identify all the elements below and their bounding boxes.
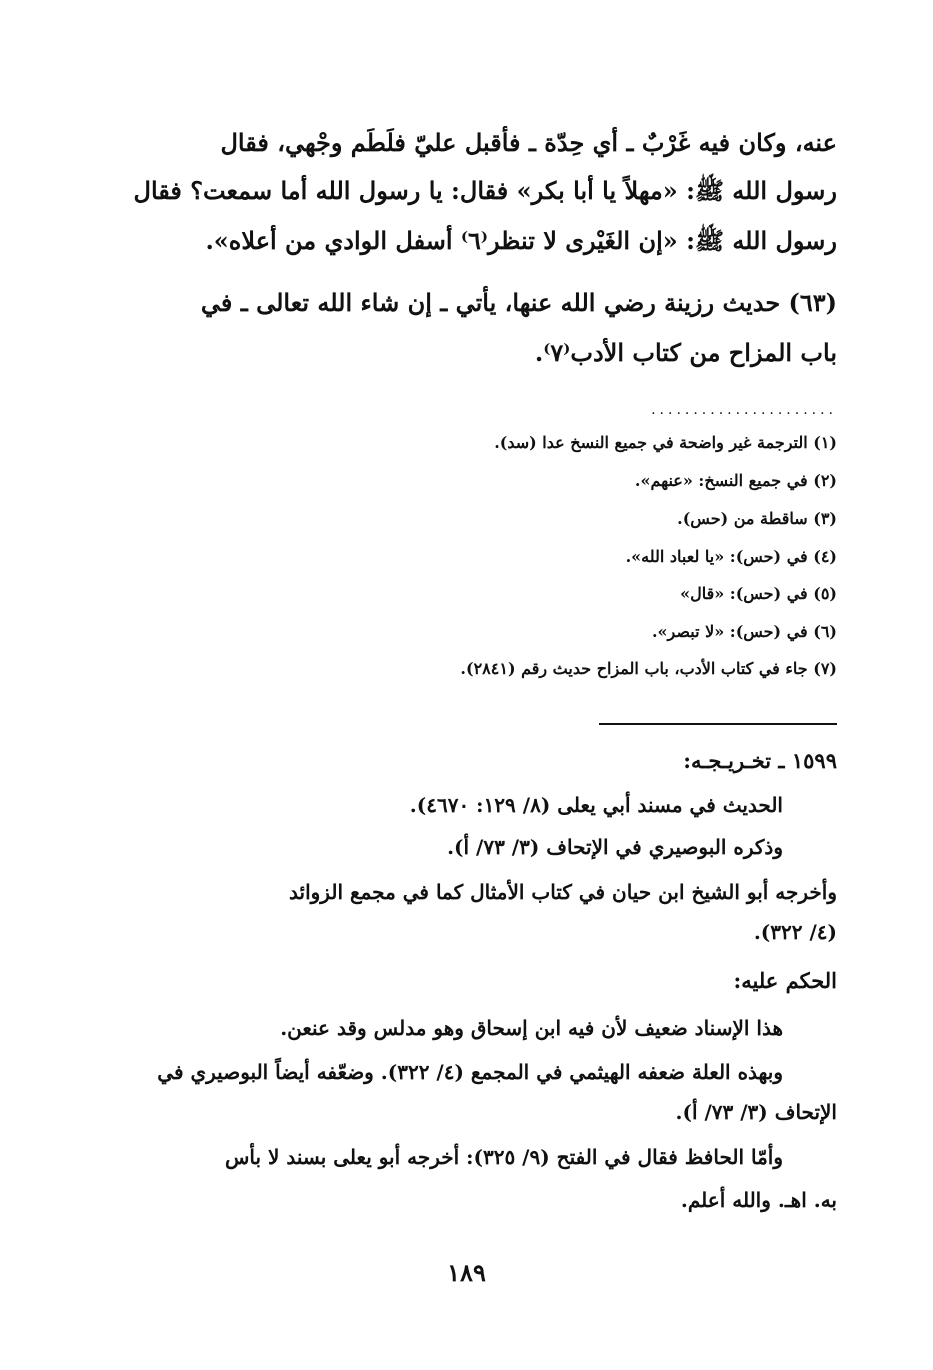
takhrij-heading: ١٥٩٩ ـ تخـريـجـه: bbox=[683, 748, 837, 773]
takhrij-line-2: وذكره البوصيري في الإتحاف (٣/ ٧٣/ أ). bbox=[447, 835, 783, 859]
footnote-3: (٣) ساقطة من (حس). bbox=[677, 509, 837, 528]
takhrij-line-3: وأخرجه أبو الشيخ ابن حيان في كتاب الأمثال كما في مجمع الزوائد bbox=[289, 880, 837, 904]
hukm-line-5: به. اهـ. والله أعلم. bbox=[680, 1188, 837, 1212]
main-text-line-2: رسول الله ﷺ: «مهلاً يا أبا بكر» فقال: يا رسول الله أما سمعت؟ فقال bbox=[133, 176, 837, 205]
hukm-line-2: وبهذه العلة ضعفه الهيثمي في المجمع (٤/ ٣٢٢). وضعّفه أيضاً البوصيري في bbox=[157, 1060, 783, 1084]
footnote-separator: ...................... bbox=[651, 402, 837, 418]
footnote-4: (٤) في (حس): «يا لعباد الله». bbox=[625, 547, 837, 566]
hukm-heading: الحكم عليه: bbox=[733, 968, 837, 993]
hukm-line-1: هذا الإسناد ضعيف لأن فيه ابن إسحاق وهو مدلس وقد عنعن. bbox=[280, 1016, 783, 1040]
takhrij-line-1: الحديث في مسند أبي يعلى (٨/ ١٢٩: ٤٦٧٠). bbox=[409, 793, 783, 817]
page-number: ١٨٩ bbox=[447, 1258, 486, 1287]
footnote-1: (١) الترجمة غير واضحة في جميع النسخ عدا (سد). bbox=[494, 433, 837, 452]
main-text-line-4: (٦٣) حديث رزينة رضي الله عنها، يأتي ـ إن شاء الله تعالى ـ في bbox=[200, 288, 837, 317]
main-text-line-5: باب المزاح من كتاب الأدب⁽٧⁾. bbox=[534, 338, 837, 367]
footnote-5: (٥) في (حس): «قال» bbox=[680, 584, 837, 603]
footnote-2: (٢) في جميع النسخ: «عنهم». bbox=[634, 471, 837, 490]
main-text-line-3: رسول الله ﷺ: «إن الغَيْرى لا تنظر⁽٦⁾ أسفل الوادي من أعلاه». bbox=[205, 226, 837, 255]
takhrij-line-4: (٤/ ٣٢٢). bbox=[753, 920, 837, 944]
hukm-line-3: الإتحاف (٣/ ٧٣/ أ). bbox=[675, 1100, 837, 1124]
main-text-line-1: عنه، وكان فيه غَرْبٌ ـ أي حِدّة ـ فأقبل عليّ فلَطَم وجْهي، فقال bbox=[220, 128, 837, 157]
hukm-line-4: وأمّا الحافظ فقال في الفتح (٩/ ٣٢٥): أخرجه أبو يعلى بسند لا بأس bbox=[224, 1145, 783, 1169]
footnote-7: (٧) جاء في كتاب الأدب، باب المزاح حديث رقم (٢٨٤١). bbox=[460, 659, 837, 678]
footnote-6: (٦) في (حس): «لا تبصر». bbox=[651, 622, 837, 641]
section-divider bbox=[599, 723, 837, 725]
